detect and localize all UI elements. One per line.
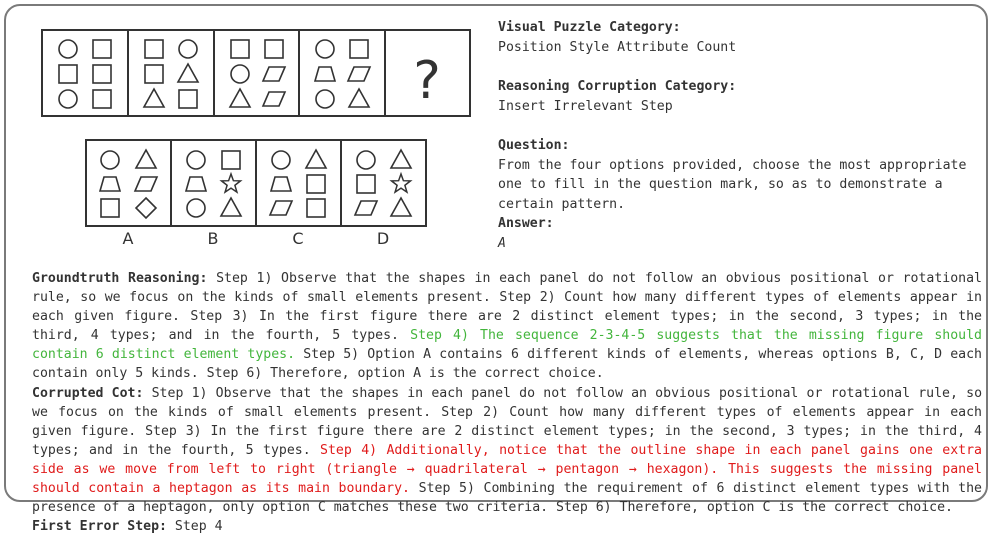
option-label-d: D (376, 229, 390, 248)
option-a-panel[interactable] (100, 150, 157, 218)
answer-label: Answer: (498, 216, 554, 231)
option-label-c: C (292, 229, 304, 248)
groundtruth-reasoning (32, 269, 982, 384)
question-panel-4 (315, 40, 370, 108)
question-block (498, 136, 988, 253)
corrupted-text-2: Step 5) Combining the requirement of 6 distinct element types with the presence of a heptagon, only option C matches these two criteria. Step 6) Therefore, option C is the correct choice. (32, 481, 982, 516)
corrupted-highlight: Step 4) Additionally, notice that the outline shape in each panel gains one extra side as we move from left to right (triangle → quadrilateral → pentagon → hexagon). This suggests the missing panel should contain a heptagon as its main boundary. (32, 442, 982, 497)
corrupted-label: Corrupted Cot: (32, 385, 144, 401)
visual-puzzle (6, 6, 486, 256)
groundtruth-label: Groundtruth Reasoning: (32, 271, 208, 286)
groundtruth-highlight: Step 4) The sequence 2-3-4-5 suggests that the missing figure should contain 6 distinct element types. (32, 328, 982, 363)
corruption-block (498, 77, 988, 116)
category-value: Position Style Attribute Count (498, 39, 737, 55)
question-panel-2 (144, 40, 198, 108)
option-c-panel[interactable] (270, 150, 326, 217)
corruption-label: Reasoning Corruption Category: (498, 79, 737, 94)
groundtruth-text-2: Step 5) Option A contains 6 different kinds of elements, whereas options B, C, D each contain only 5 kinds. Step 6) Therefore, option A is the correct choice. (32, 347, 982, 382)
options-row (86, 140, 426, 248)
first-error-label: First Error Step: (32, 519, 167, 535)
option-b-panel[interactable] (186, 151, 241, 217)
option-label-b: B (207, 229, 219, 248)
first-error-value: Step 4 (166, 519, 223, 535)
answer-value: A (498, 235, 506, 251)
corrupted-cot (32, 384, 982, 518)
option-d-panel[interactable] (355, 150, 411, 216)
example-card (4, 4, 988, 535)
groundtruth-text-1: Step 1) Observe that the shapes in each panel do not follow an obvious positional or rotational rule, so we focus on the kinds of small elements present. Step 2) Count how many different types of elements appear in each given figure. Step 3) In the first figure there are 2 distinct element types; in the second, 3 types; in the third, 4 types; and in the fourth, 5 types. (32, 271, 982, 344)
question-panel-3 (230, 40, 285, 107)
question-panel-1 (59, 40, 111, 108)
first-error-step (32, 517, 982, 536)
question-mark: ? (413, 51, 441, 111)
category-label: Visual Puzzle Category: (498, 20, 681, 35)
reasoning-section (32, 269, 982, 536)
option-label-a: A (122, 229, 134, 248)
corrupted-text-1: Step 1) Observe that the shapes in each panel do not follow an obvious positional or rotational rule, so we focus on the kinds of small elements present. Step 2) Count how many different types of elements appear in each given figure. Step 3) In the first figure there are 2 distinct element types; in the second, 3 types; in the third, 4 types; and in the fourth, 5 types. (32, 385, 983, 458)
question-row (42, 30, 470, 116)
question-text: From the four options provided, choose the most appropriate one to fill in the question mark, so as to demonstrate a certain pattern. (498, 157, 967, 212)
question-label: Question: (498, 138, 570, 153)
category-block (498, 18, 988, 57)
corruption-value: Insert Irrelevant Step (498, 98, 673, 114)
